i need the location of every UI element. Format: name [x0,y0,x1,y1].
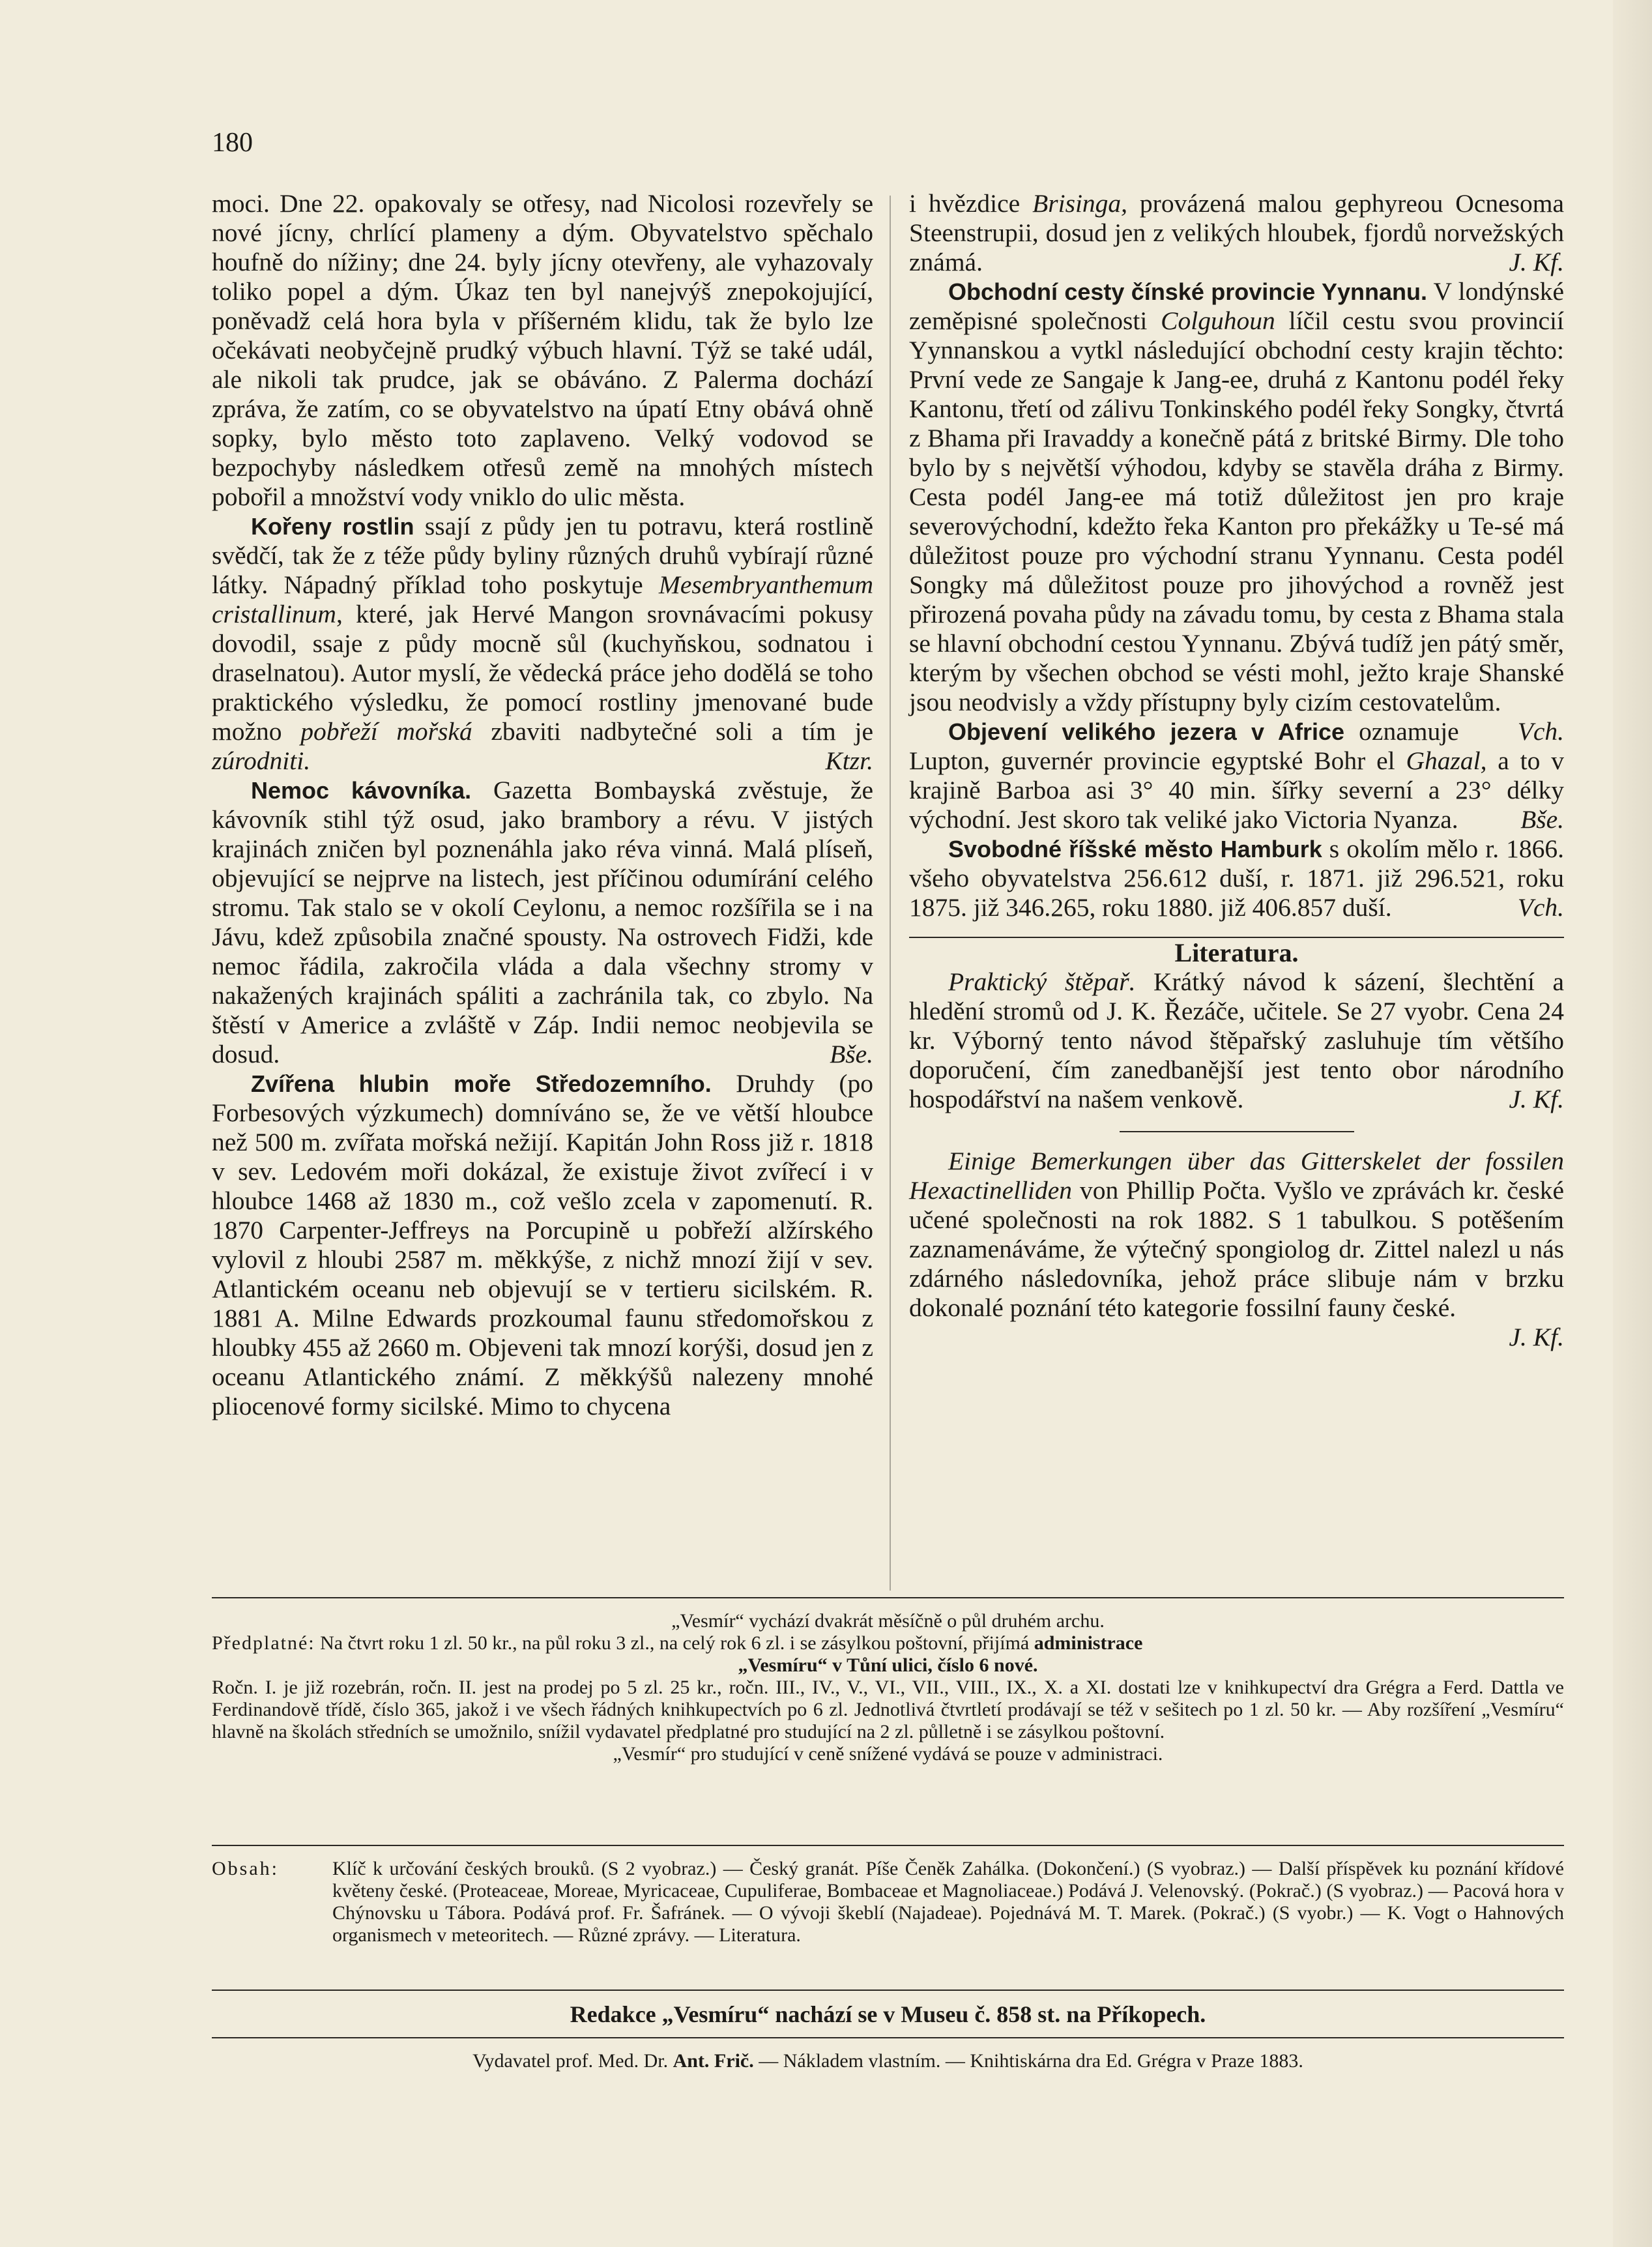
footer-rule [212,2037,1564,2038]
publisher-name: Ant. Frič. [673,2050,754,2072]
paragraph-text: zbaviti nadbytečné soli a tím je [472,717,873,746]
italic-term: Colguhoun [1161,306,1275,335]
article-zvirena-hlubin [212,1069,873,1421]
page-number: 180 [212,128,253,158]
contents-text: Klíč k určování českých brouků. (S 2 vyobraz.) — Český granát. Píše Čeněk Zahálka. (Dokončení.) (S vyobraz.) — Další příspěvek ku poznání křídové květeny české. (Proteaceae, Moreae, Myricaceae, Cupuliferae, Bombaceae et Magnoliaceae.) Podává J. Velenovský. (Pokrač.) (S vyobraz.) — Pacová hora v Chýnovsku u Tábora. Podává prof. Fr. Šafránek. — O vývoji škeblí (Najadeae). Pojednává M. T. Marek. (Pokrač.) (S vyobr.) — K. Vogt o Hahnových organismech v meteoritech. — Různé zprávy. — Literatura. [332,1858,1564,1946]
paragraph-text: Krátký návod k sázení, šlechtění a hledění stromů od J. K. Řezáče, učitele. Se 27 vyobr. Cena 24 kr. Výborný tento návod štěpařský zasluhuje tím většího doporučení, čím zanedbanější jest tento obor národního hospodářství na našem venkově. [909,967,1564,1113]
italic-term: pobřeží mořská [300,717,472,746]
editorial-notice: Redakce „Vesmíru“ nachází se v Museu č. 858 st. na Příkopech. [570,2001,1206,2027]
back-issues-note: Ročn. I. je již rozebrán, ročn. II. jest na prodej po 5 zl. 25 kr., ročn. III., IV., V., VI., VII., VIII., IX., X. a XI. dostati lze v knihkupectví dra Grégra a Ferd. Dattla ve Ferdinandově třídě, číslo 365, jakož i ve všech řádných knihkupectvích po 6 zl. Jednotlivá čtvrtletí prodávají se též v sešitech po 1 zl. 50 kr. — Aby rozšíření „Vesmíru“ hlavně na školách středních se umožnilo, snížil vydavatel předplatné pro studující na 2 zl. půlletně i se zásylkou poštovní. [212,1677,1564,1742]
paragraph-text: Druhdy (po Forbesových výzkumech) domníváno se, že ve větší hloubce než 500 m. zvířata mořská nežijí. Kapitán John Ross již r. 1818 v sev. Ledovém moři dokázal, že existuje život zvířecí i v hloubce 1468 až 1830 m., což vešlo zcela v zapomenutí. R. 1870 Carpenter-Jeffreys na Porcupině u pobřeží alžírského vylovil z hloubi 2587 m. měkkýše, z nichž mnozí žijí v sev. Atlantickém oceanu neb objevují se v tertieru sicilském. R. 1881 A. Milne Edwards prozkoumal faunu středomořskou z hloubky 455 až 2660 m. Objeveni tak mnozí korýši, dosud jen z oceanu Atlantického známí. Z měkkýšů nalezeny mnohé pliocenové formy sicilské. Mimo to chycena [212,1069,873,1420]
column-divider [890,196,891,1591]
article-heading: Zvířena hlubin moře Středozemního. [251,1070,712,1097]
footer-rule [212,1597,1564,1598]
paragraph-text: ssají z půdy jen tu potravu, která rostlině svědčí, tak že z téže půdy byliny různých druhů vybírají různé látky. Nápadný příklad toho poskytuje [212,512,873,599]
italic-term: Brisinga, [1032,189,1128,218]
book-title: Praktický štěpař. [948,967,1136,996]
contents-label: Obsah: [212,1858,279,1879]
author-signature: Ktzr. [825,746,873,775]
article-heading: Objevení velikého jezera v Africe [948,718,1345,745]
paragraph-text: provázená malou gephyreou Ocnesoma Steenstrupii, dosud jen z velikých hloubek, fjordů norvežských známá. [909,189,1565,276]
author-signature: Bše. [830,1040,873,1068]
publisher-text: Vydavatel prof. Med. Dr. [472,2050,673,2072]
paragraph-text: oznamuje Lupton, guvernér provincie egyptské Bohr el [909,717,1459,775]
article-heading: Obchodní cesty čínské provincie Yynnanu. [948,278,1428,305]
contents-block [212,1858,1564,1946]
author-signature: J. Kf. [1509,1085,1564,1113]
italic-term: zúrodniti. [212,746,311,775]
administration-label: administrace [1034,1632,1143,1654]
footer-rule [212,1990,1564,1991]
article-heading: Svobodné říšské město Hamburk [948,836,1322,862]
paragraph-text: a to v krajině Barboa asi 3° 40 min. šířky severní a 23° délky východní. Jest skoro tak veliké jako Victoria Nyanza. [909,746,1564,834]
article-nemoc-kavovnika [212,776,873,1069]
author-signature: Vch. [1517,717,1564,746]
article-heading: Nemoc kávovníka. [251,777,472,804]
literature-entry [909,967,1564,1114]
paragraph-text: moci. Dne 22. opakovaly se otřesy, nad Nicolosi rozevřely se nové jícny, chrlící plameny a dým. Obyvatelstvo spěchalo houfně do nížiny; dne 24. byly jícny otevřeny, ale vyhazovaly toliko popel a dým. Úkaz ten byl nanejvýš znepokojující, poněvadž celá hora byla v příšerném klidu, tak že bylo lze očekávati neobyčejně prudký výbuch hlavní. Týž se také udál, ale nikoli tak prudce, jak se obáváno. Z Palerma dochází zpráva, že zatím, co se obyvatelstvo na úpatí Etny obává ohně sopky, bylo město toto zaplaveno. Velký vodovod se bezpochyby následkem otřesů země na mnohých místech pobořil a množství vody vniklo do ulic města. [212,189,873,511]
student-note: „Vesmír“ pro studující v ceně snížené vydává se pouze v administraci. [613,1743,1163,1765]
author-signature: Vch. [1517,893,1564,922]
paragraph-text: V londýnské zeměpisné společnosti [909,277,1564,335]
subscription-line: „Vesmír“ vychází dvakrát měsíčně o půl druhém archu. [671,1610,1105,1632]
paragraph-text: Gazetta Bombayská zvěstuje, že kávovník stihl týž osud, jako brambory a révu. V jistých krajinách zničen byl poznenáhla jako réva vinná. Malá plíseň, objevující se nejprve na listech, jest příčinou odumírání celého stromu. Tak stalo se v okolí Ceylonu, a nemoc rozšířila se i na Jávu, kdež způsobila značné spousty. Na ostrovech Fidži, kde nemoc řádila, zakročila vláda a dala všechny stromy v nakažených krajinách spáliti a zachránila tak, co zbylo. Na štěstí v Americe a zvláště v Záp. Indii nemoc neobjevila se dosud. [212,776,874,1068]
book-title: Einige Bemerkungen über das Gitterskelet der fossilen Hexactinelliden [909,1147,1564,1205]
author-signature: J. Kf. [1509,1323,1564,1351]
paragraph-text: von Phillip Počta. Vyšlo ve zprávách kr. české učené společnosti na rok 1882. S 1 tabulkou. S potěšením zaznamenáváme, že výtečný spongiolog dr. Zittel nalezl u nás zdárného následovníka, jehož práce slibuje nám v brzku dokonalé poznání této kategorie fossilní fauny české. [909,1176,1564,1322]
author-signature: J. Kf. [1509,248,1564,276]
paragraph-text: i hvězdice [909,189,1033,218]
entry-divider [1120,1131,1354,1132]
footer-rule [212,1845,1564,1846]
italic-term: Mesembryanthemum cristallinum [212,570,873,628]
paragraph-text: s okolím mělo r. 1866. všeho obyvatelstva 256.612 duší, r. 1871. již 296.521, roku 1875. již 346.265, roku 1880. již 406.857 duší. [909,834,1565,922]
page-edge [1613,0,1652,2247]
right-column [909,189,1564,1352]
literature-entry [909,1147,1564,1351]
subscription-label: Předplatné: [212,1632,315,1654]
subscription-block [212,1610,1564,1765]
publisher-text: — Nákladem vlastním. — Knihtiskárna dra Ed. Grégra v Praze 1883. [753,2050,1303,2072]
administration-address: „Vesmíru“ v Tůní ulici, číslo 6 nové. [738,1654,1038,1676]
publisher-line [212,2050,1564,2072]
left-column [212,189,873,1421]
article-zvirena-continued [909,189,1564,277]
author-signature: Bše. [1520,805,1564,834]
article-etna-continued [212,189,873,512]
italic-term: Ghazal, [1406,746,1487,775]
article-heading: Kořeny rostlin [251,513,414,540]
article-hamburk [909,834,1564,922]
article-jezero-afrika [909,717,1564,834]
literature-title: Literatura. [1174,938,1299,967]
subscription-price [212,1632,1564,1654]
paragraph-text: , které, jak Hervé Mangon srovnávacími pokusy dovodil, ssaje z půdy mocně sůl (kuchyňskou, sodnatou i draselnatou). Autor myslí, že vědecká práce jeho dodělá se toho praktického výsledku, že pomocí rostliny jmenované bude možno [212,600,873,746]
paragraph-text: líčil cestu svou provincií Yynnanskou a vytkl následující obchodní cesty krajin těchto: První vede ze Sangaje k Jang-ee, druhá z Kantonu podél řeky Kantonu, třetí od zálivu Tonkinského podél řeky Songky, čtvrtá z Bhama při Iravaddy a konečně pátá z britské Birmy. Dle toho bylo by s největší výhodou, kdyby se stavěla dráha z Birmy. Cesta podél Jang-ee má totiž důležitost jen pro kraje severovýchodní, kdežto řeka Kanton pro překážky u Te-sé má důležitost pouze pro východní stranu Yynnanu. Cesta podél Songky má důležitost pouze pro jihovýchod a rovněž jest přirozená povaha půdy na závadu tomu, by cesta z Bhama stala se hlavní obchodní cestou Yynnanu. Zbývá tudíž jen pátý směr, kterým by všechen obchod se vésti mohl, ježto kraje Shanské jsou neodvisly a vždy přístupny byly cizím cestovatelům. [909,306,1564,716]
article-korreny-rostlin [212,512,873,776]
subscription-text: Na čtvrt roku 1 zl. 50 kr., na půl roku 3 zl., na celý rok 6 zl. i se zásylkou poštovní, přijímá [315,1632,1034,1654]
